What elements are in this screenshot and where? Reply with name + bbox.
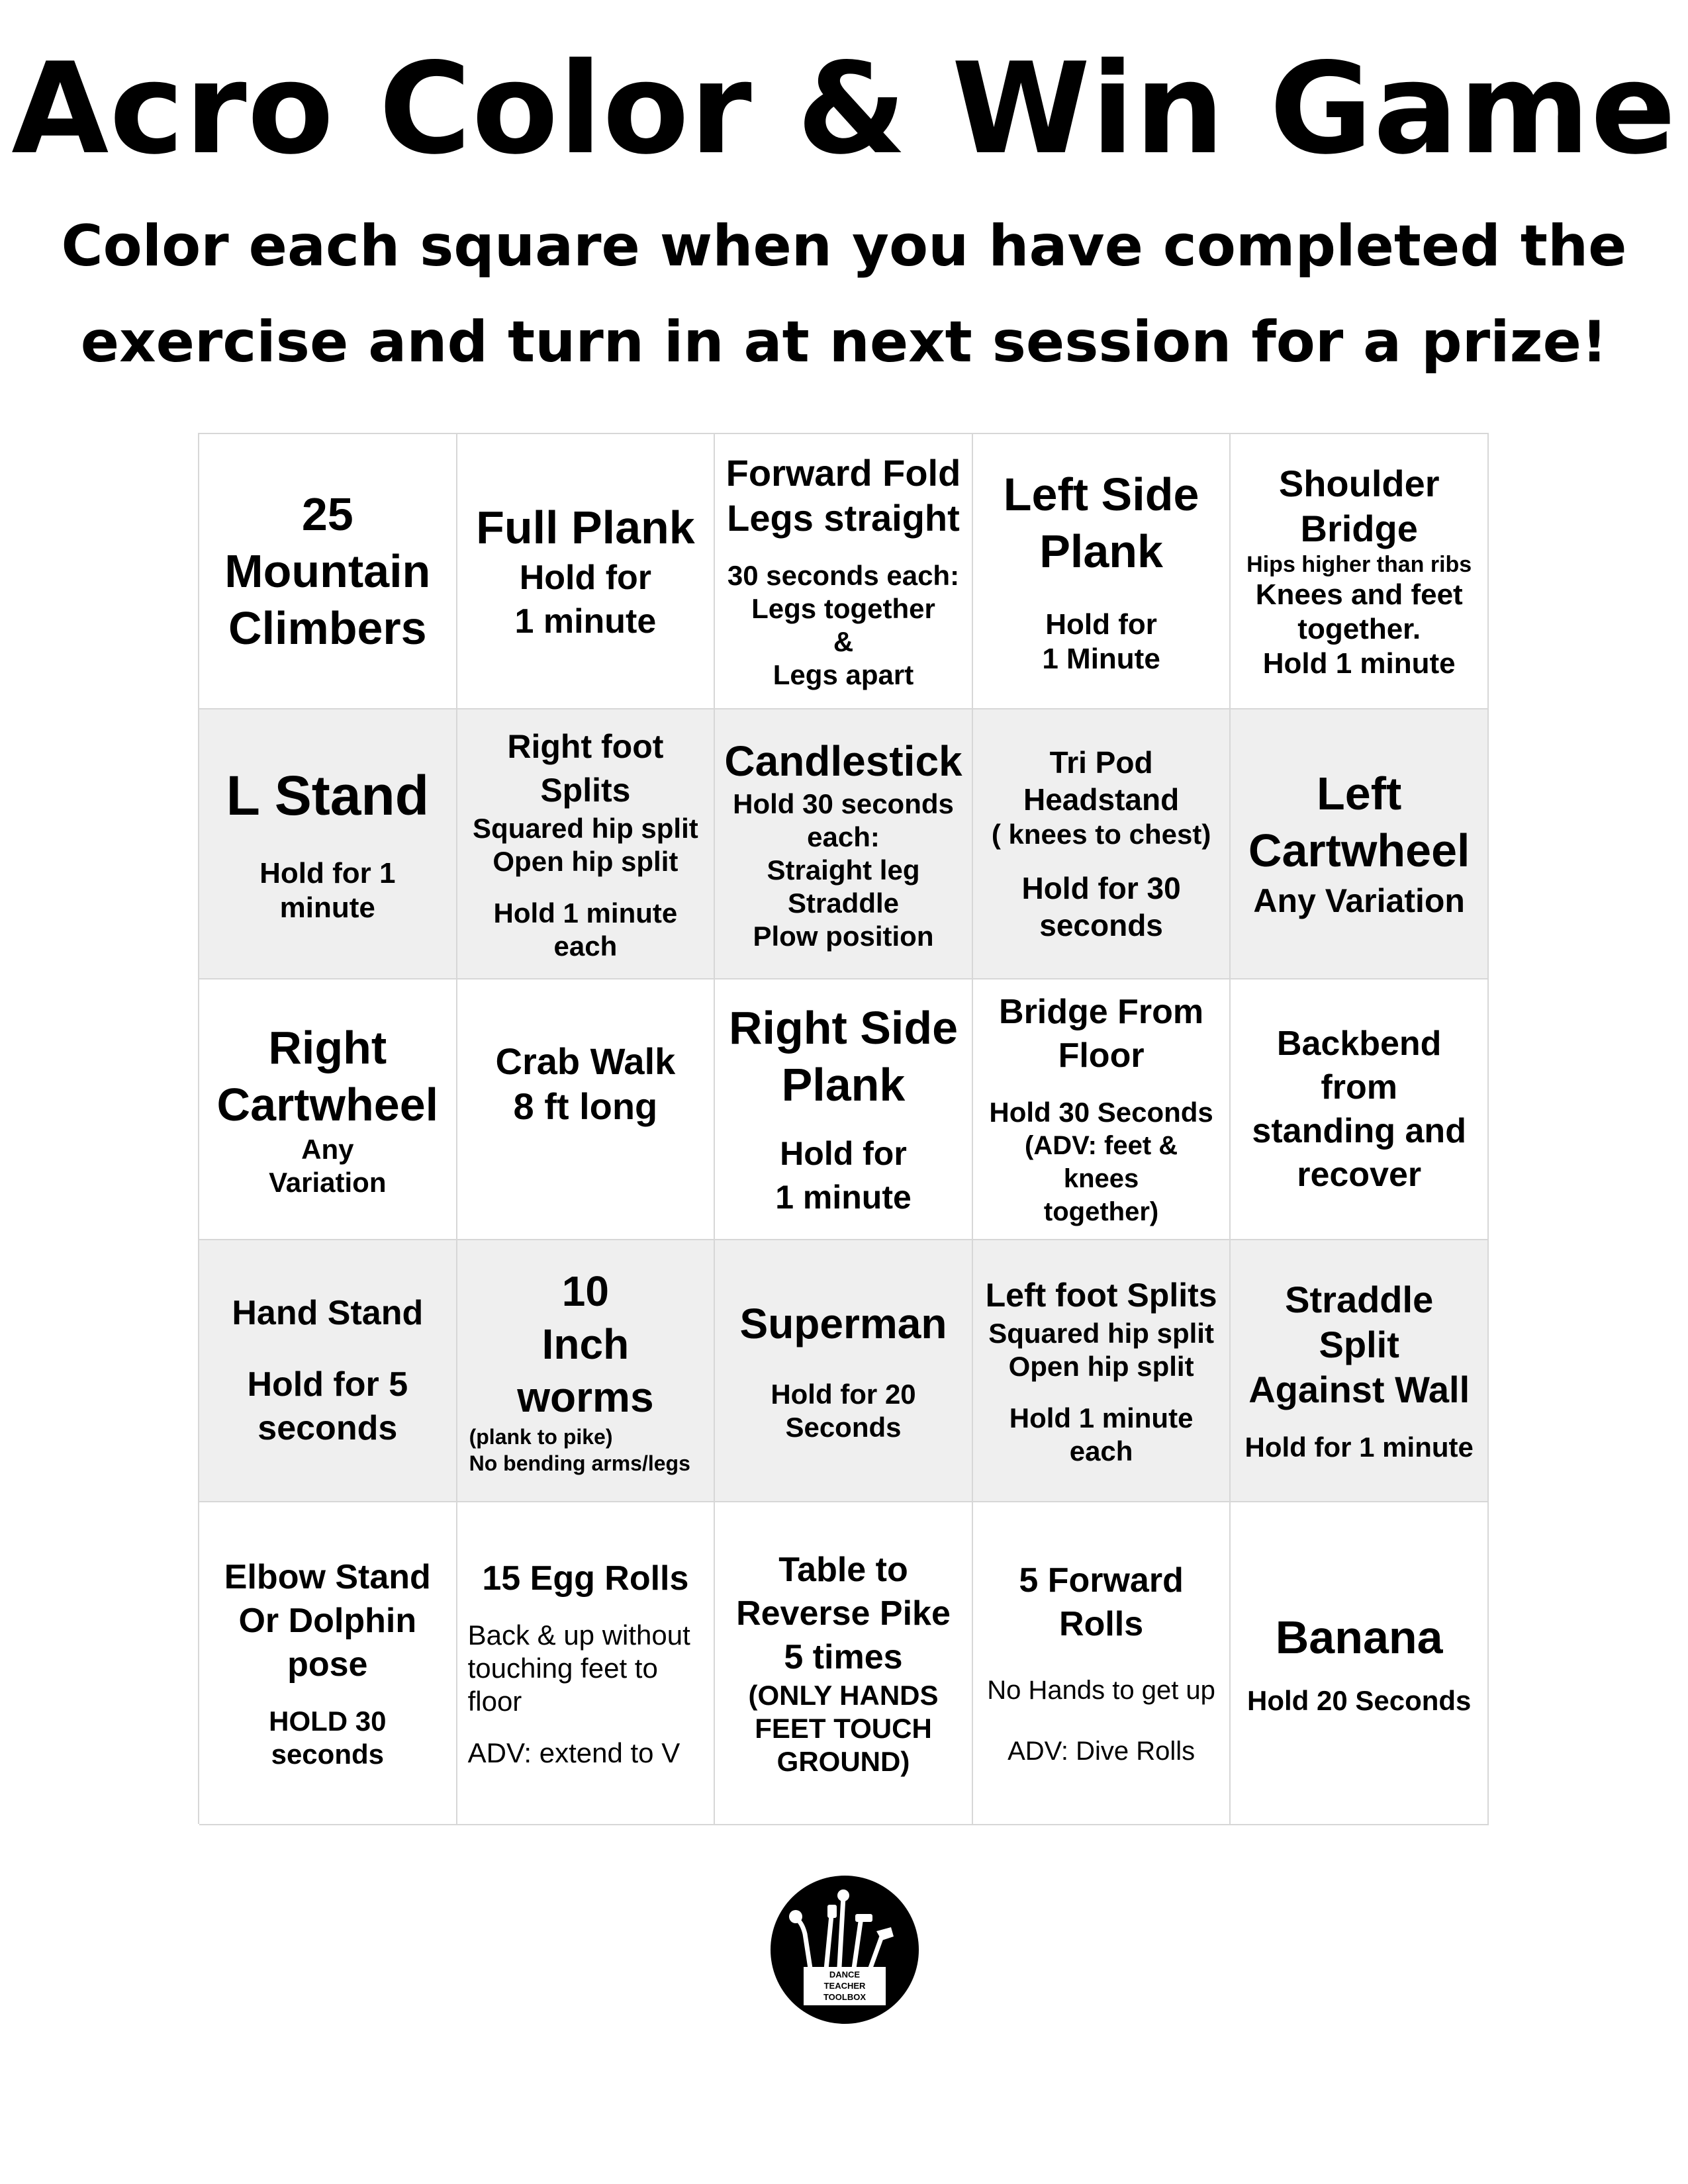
square-detail: 1 minute [514, 602, 657, 641]
square-forward-rolls[interactable] [973, 1502, 1231, 1825]
square-detail: 1 Minute [1042, 643, 1160, 675]
square-detail: Hold for 1 minute [1244, 1432, 1474, 1463]
square-detail: Hold for 20 [771, 1379, 916, 1410]
square-tripod-headstand[interactable] [973, 709, 1231, 979]
square-title: Climbers [228, 602, 427, 654]
square-note: No bending arms/legs [469, 1451, 690, 1475]
square-detail: HOLD 30 [269, 1706, 387, 1737]
square-detail: Any [301, 1134, 354, 1165]
square-crab-walk[interactable] [457, 979, 716, 1240]
logo-text-line-1: DANCE [829, 1970, 861, 1979]
logo-text-line-2: TEACHER [823, 1981, 866, 1991]
square-detail: (ADV: feet & knees [1025, 1131, 1178, 1193]
square-left-cartwheel[interactable] [1231, 709, 1489, 979]
square-title: Hand Stand [232, 1294, 424, 1332]
square-title: 15 Egg Rolls [482, 1559, 689, 1598]
square-title: Tri Pod [1049, 745, 1153, 780]
square-detail: Hold 30 Seconds [989, 1097, 1213, 1128]
bingo-grid [198, 433, 1489, 1824]
square-left-foot-splits[interactable] [973, 1240, 1231, 1502]
square-title: 5 times [784, 1638, 903, 1676]
square-title: Splits [540, 772, 631, 809]
square-title: Plank [1039, 525, 1163, 577]
square-detail: Any Variation [1253, 882, 1465, 919]
square-detail: Plow position [753, 921, 934, 952]
square-detail: Hold 1 minute [493, 897, 678, 929]
square-title: 25 [301, 488, 353, 540]
square-title: Headstand [1023, 782, 1180, 817]
square-title: Cartwheel [1248, 825, 1470, 876]
square-detail: Hold for [519, 559, 652, 597]
square-egg-rolls[interactable] [457, 1502, 716, 1825]
square-forward-fold[interactable] [715, 434, 973, 709]
square-right-cartwheel[interactable] [199, 979, 457, 1240]
square-title: Candlestick [724, 737, 962, 785]
square-detail: touching feet to [467, 1653, 658, 1684]
square-title: Left [1317, 768, 1402, 819]
square-detail: each: [807, 821, 880, 852]
square-title: Shoulder [1278, 463, 1440, 504]
dance-teacher-toolbox-logo [771, 1876, 919, 2024]
square-detail: ( knees to chest) [991, 819, 1211, 850]
square-candlestick[interactable] [715, 709, 973, 979]
square-detail: Open hip split [492, 846, 679, 877]
square-detail: Straddle [787, 887, 900, 919]
square-title: Superman [739, 1300, 947, 1347]
square-detail: Squared hip split [473, 813, 698, 844]
square-detail: Hold 1 minute [1262, 647, 1456, 680]
square-detail: each [1069, 1435, 1133, 1467]
square-detail: seconds [1039, 908, 1163, 942]
square-title: Left Side [1003, 469, 1199, 520]
square-title: Reverse Pike [736, 1594, 951, 1633]
square-detail: & [833, 626, 854, 657]
square-title: 10 [561, 1267, 609, 1315]
instructions-line-2: exercise and turn in at next session for a prize! [80, 309, 1608, 375]
square-detail: seconds [258, 1409, 398, 1447]
square-detail: Hold 20 Seconds [1246, 1685, 1472, 1716]
square-title: Against Wall [1248, 1369, 1470, 1410]
square-title: 5 Forward [1019, 1561, 1184, 1600]
square-detail: together. [1297, 613, 1421, 645]
square-title: Split [1319, 1324, 1399, 1365]
square-left-side-plank[interactable] [973, 434, 1231, 709]
square-right-foot-splits[interactable] [457, 709, 716, 979]
square-title: from [1321, 1068, 1397, 1107]
square-title: Table to [778, 1551, 908, 1589]
square-detail: each [553, 931, 618, 962]
square-title: Banana [1275, 1612, 1443, 1663]
square-l-stand[interactable] [199, 709, 457, 979]
square-title: Floor [1058, 1036, 1145, 1075]
square-detail: Straight leg [767, 854, 920, 886]
square-detail: FEET TOUCH [755, 1713, 932, 1744]
square-title: Plank [781, 1059, 906, 1111]
square-title: Crab Walk [495, 1040, 676, 1082]
square-title: worms [517, 1373, 654, 1421]
square-title: Straddle [1285, 1279, 1434, 1320]
square-banana[interactable] [1231, 1502, 1489, 1825]
instructions-line-1: Color each square when you have completed the [61, 213, 1627, 279]
square-title: Rolls [1059, 1605, 1144, 1643]
square-detail: Variation [269, 1167, 387, 1198]
square-detail: 30 seconds each: [727, 560, 960, 591]
square-detail: Seconds [785, 1412, 902, 1443]
square-detail: Back & up without [467, 1619, 690, 1651]
square-straddle-split[interactable] [1231, 1240, 1489, 1502]
square-detail: No Hands to get up [987, 1676, 1215, 1705]
square-title: Right Side [728, 1002, 959, 1054]
square-title: Right foot [507, 728, 664, 765]
square-detail: Hold for 5 [247, 1365, 408, 1404]
logo-text-line-3: TOOLBOX [823, 1992, 867, 2002]
square-note: Hips higher than ribs [1246, 552, 1472, 577]
square-title: Cartwheel [216, 1079, 439, 1130]
instructions [0, 199, 1688, 390]
square-right-side-plank[interactable] [715, 979, 973, 1240]
square-title: Left foot Splits [985, 1277, 1217, 1314]
square-detail: Knees and feet [1255, 578, 1463, 611]
square-title: Bridge From [999, 993, 1204, 1031]
square-detail: (ONLY HANDS [748, 1680, 939, 1711]
square-detail: seconds [271, 1739, 384, 1770]
square-detail: Hold for [1045, 608, 1157, 641]
square-hand-stand[interactable] [199, 1240, 457, 1502]
square-detail: Open hip split [1008, 1351, 1194, 1382]
square-detail: Squared hip split [988, 1318, 1214, 1349]
square-title: 8 ft long [513, 1085, 658, 1127]
square-title: L Stand [226, 764, 430, 827]
square-superman[interactable] [715, 1240, 973, 1502]
square-detail: Hold 30 seconds [733, 788, 954, 819]
square-title: Backbend [1276, 1024, 1442, 1063]
square-title: Forward Fold [726, 452, 961, 494]
square-detail: Hold 1 minute [1009, 1402, 1194, 1433]
square-detail: Hold for [780, 1135, 907, 1172]
square-shoulder-bridge[interactable] [1231, 434, 1489, 709]
square-detail: Hold for 30 [1021, 871, 1181, 905]
square-detail: together) [1043, 1197, 1159, 1226]
square-title: Legs straight [727, 497, 960, 539]
square-title: pose [287, 1645, 368, 1684]
square-note: (plank to pike) [469, 1425, 613, 1449]
square-detail: Hold for 1 minute [259, 857, 396, 924]
square-title: Or Dolphin [238, 1602, 417, 1640]
square-title: Right [268, 1022, 387, 1073]
square-title: Bridge [1300, 508, 1418, 549]
square-title: recover [1297, 1156, 1422, 1194]
square-bridge-from-floor[interactable] [973, 979, 1231, 1240]
square-backbend[interactable] [1231, 979, 1489, 1240]
page-title: Acro Color & Win Game [11, 36, 1677, 182]
square-detail: GROUND) [776, 1746, 910, 1777]
square-title: Full Plank [476, 502, 695, 553]
square-detail: ADV: extend to V [467, 1737, 680, 1768]
square-title: standing and [1252, 1112, 1466, 1150]
square-inch-worms[interactable] [457, 1240, 716, 1502]
square-detail: floor [467, 1686, 522, 1717]
square-detail: Legs together [751, 593, 935, 624]
square-table-reverse-pike[interactable] [715, 1502, 973, 1825]
square-title: Inch [541, 1320, 630, 1368]
square-title: Elbow Stand [224, 1558, 431, 1596]
square-detail: Legs apart [773, 659, 914, 690]
square-detail: ADV: Dive Rolls [1008, 1737, 1196, 1766]
square-mountain-climbers[interactable] [199, 434, 457, 709]
square-elbow-stand[interactable] [199, 1502, 457, 1825]
square-detail: 1 minute [775, 1179, 912, 1216]
square-title: Mountain [224, 545, 431, 597]
square-full-plank[interactable] [457, 434, 716, 709]
